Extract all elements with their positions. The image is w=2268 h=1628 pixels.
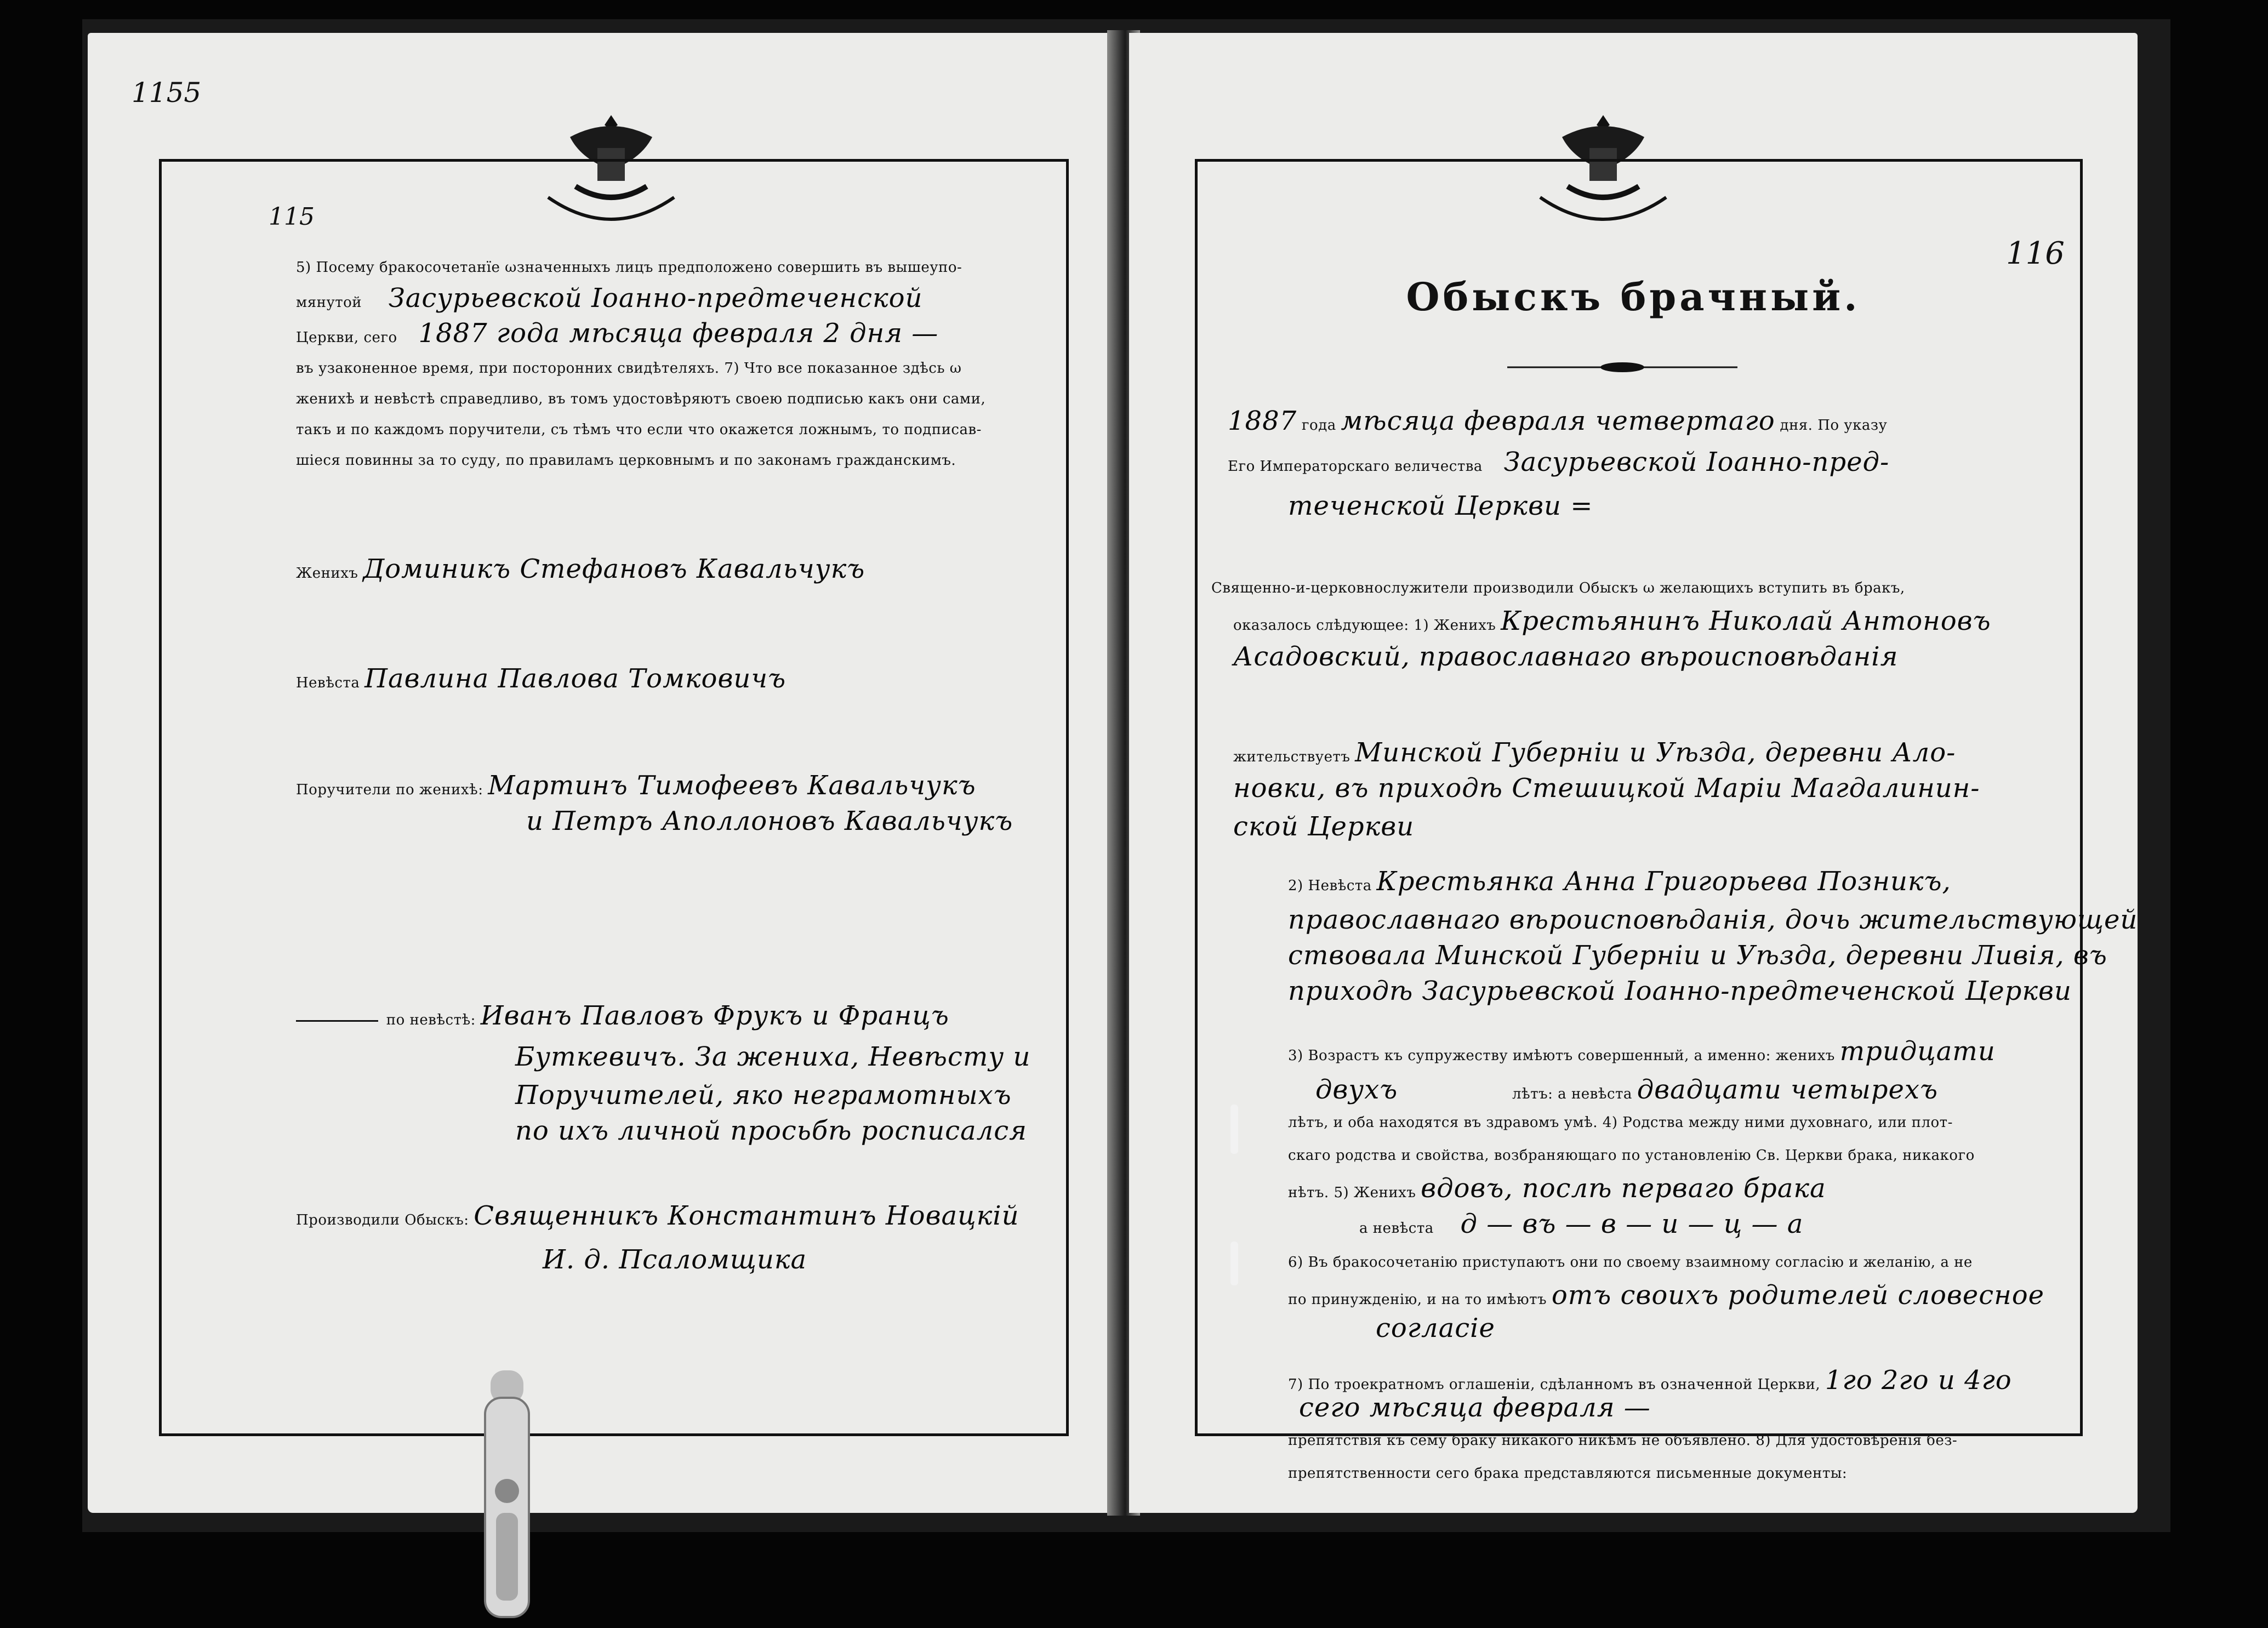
- intro-line3: теченской Церкви =: [1288, 491, 1593, 521]
- para5-line6: такъ и по каждомъ поручители, съ тѣмъ что если что окажется ложнымъ, то подписав-: [296, 422, 982, 438]
- age-line4: скаго родства и свойства, возбраняющаго по установленiю Св. Церкви брака, никакого: [1288, 1147, 1975, 1164]
- guarantors-bride-line4: по ихъ личной просьбѣ росписался: [515, 1115, 1027, 1146]
- residence-line2: новки, въ приходѣ Стешицкой Марiи Магдалинин-: [1233, 773, 1980, 804]
- metal-page-clip-icon: [460, 1370, 554, 1628]
- para5-line5: женихѣ и невѣстѣ справедливо, въ томъ удостовѣряютъ своею подписью какъ они сами,: [296, 391, 986, 407]
- consent-line1: 6) Въ бракосочетанiю приступаютъ они по своему взаимному согласiю и желанiю, а не: [1288, 1254, 1973, 1271]
- consent-line2: по принужденiю, и на то имѣютъ отъ своихъ родителей словесное: [1288, 1280, 2044, 1311]
- binding-thread: [1230, 1105, 1238, 1154]
- para5-line7: шiеся повинны за то суду, по правиламъ церковнымъ и по законамъ гражданскимъ.: [296, 452, 956, 469]
- left-page-number: 115: [269, 203, 315, 231]
- guarantors-bride-line3: Поручителей, яко неграмотныхъ: [515, 1080, 1012, 1111]
- final-line2: препятственности сего брака представляются письменные документы:: [1288, 1465, 1848, 1482]
- para5-line2: мянутой Засурьевской Іоанно-предтеченской: [296, 283, 923, 314]
- groom-name: Доминикъ Стефановъ Кавальчукъ: [363, 554, 865, 584]
- para5-line3: Церкви, сего 1887 года мѣсяца февраля 2 дня —: [296, 318, 939, 349]
- title-ornament-icon: [1507, 362, 1737, 373]
- age-line5: нѣтъ. 5) Женихъ вдовъ, послѣ перваго брака: [1288, 1173, 1826, 1204]
- guarantors-bride-row: [296, 1000, 949, 1035]
- residence-line1: жительствуетъ Минской Губернiи и Уѣзда, деревни Ало-: [1233, 737, 1956, 768]
- para5-line4: въ узаконенное время, при посторонних свидѣтеляхъ. 7) Что все показанное здѣсь ω: [296, 360, 962, 377]
- bride-line1: 2) Невѣста Крестьянка Анна Григорьева Позникъ,: [1288, 866, 1951, 897]
- right-page-number: 116: [2006, 236, 2065, 271]
- bride-state-line: а невѣста д — въ — в — и — ц — а: [1359, 1209, 1804, 1239]
- consent-line3: согласiе: [1376, 1313, 1495, 1344]
- banns-line1: 7) По троекратномъ оглашенiи, сдѣланномъ въ означенной Церкви, 1го 2го и 4го: [1288, 1365, 2012, 1396]
- right-page: [1129, 33, 2138, 1513]
- intro-line2: Его Императорскаго величества Засурьевской Іоанно-пред-: [1228, 447, 1890, 477]
- guarantors-groom-line1: Мартинъ Тимофеевъ Кавальчукъ: [488, 770, 976, 801]
- psalmist-signature: И. д. Псаломщика: [543, 1244, 807, 1275]
- clergy-line3: Асадовский, православнаго вѣроисповѣданiя: [1233, 641, 1899, 672]
- corner-folio-number: 1155: [132, 77, 202, 109]
- intro-line1: 1887 года мѣсяца февраля четвертаго дня. По указу: [1228, 406, 1888, 436]
- groom-row: [296, 554, 865, 589]
- guarantors-groom-label: Поручители по женихѣ:: [296, 782, 483, 798]
- age-line2: двухъ лѣтъ: а невѣста двадцати четырехъ: [1315, 1074, 1938, 1105]
- groom-label: Женихъ: [296, 565, 358, 582]
- document-title: Обыскъ брачный.: [1406, 274, 1861, 320]
- guarantors-groom-line2: и Петръ Аполлоновъ Кавальчукъ: [526, 806, 1013, 836]
- conducted-label: Производили Обыскъ:: [296, 1212, 469, 1228]
- bride-name: Павлина Павлова Томковичъ: [364, 663, 787, 694]
- guarantors-bride-line2: Буткевичъ. За жениха, Невѣсту и: [515, 1041, 1031, 1072]
- bride-line2: православнаго вѣроисповѣданiя, дочь жительствующей: [1288, 904, 2138, 935]
- age-line1: 3) Возрастъ къ супружеству имѣютъ совершенный, а именно: женихъ тридцати: [1288, 1036, 1996, 1067]
- dash-line: [296, 1020, 378, 1022]
- age-line3: лѣтъ, и оба находятся въ здравомъ умѣ. 4) Родства между ними духовнаго, или плот-: [1288, 1114, 1953, 1131]
- bride-line3: ствовала Минской Губернiи и Уѣзда, деревни Ливiя, въ: [1288, 940, 2107, 971]
- bride-row: [296, 663, 786, 698]
- bride-label: Невѣста: [296, 675, 360, 691]
- para5-line1: 5) Посему бракосочетанїе ωзначенныхъ лицъ предположено совершить въ вышеупо-: [296, 259, 962, 276]
- residence-line3: ской Церкви: [1233, 811, 1415, 842]
- guarantors-bride-line1: Иванъ Павловъ Фрукъ и Францъ: [480, 1000, 949, 1031]
- final-line1: препятствiя къ сему браку никакого никѣмъ не объявлено. 8) Для удостовѣренiя без-: [1288, 1432, 1958, 1449]
- priest-signature: Священникъ Константинъ Новацкiй: [474, 1200, 1019, 1231]
- guarantors-groom-row: [296, 770, 976, 805]
- banns-line2: сего мѣсяца февраля —: [1299, 1392, 1651, 1423]
- left-page: [88, 33, 1118, 1513]
- binding-thread: [1230, 1242, 1238, 1285]
- paragraph-5-block: [296, 252, 1052, 476]
- clergy-line2: оказалось слѣдующее: 1) Женихъ Крестьянинъ Николай Антоновъ: [1233, 606, 1991, 636]
- guarantors-bride-label: по невѣстѣ:: [386, 1012, 476, 1028]
- open-register-book: [82, 19, 2170, 1532]
- conducted-row: [296, 1200, 1019, 1236]
- bride-line4: приходѣ Засурьевской Іоанно-предтеченской Церкви: [1288, 976, 2072, 1006]
- clergy-line1: Священно-и-церковнослужители производили Обыскъ ω желающихъ вступить въ бракъ,: [1211, 580, 1905, 596]
